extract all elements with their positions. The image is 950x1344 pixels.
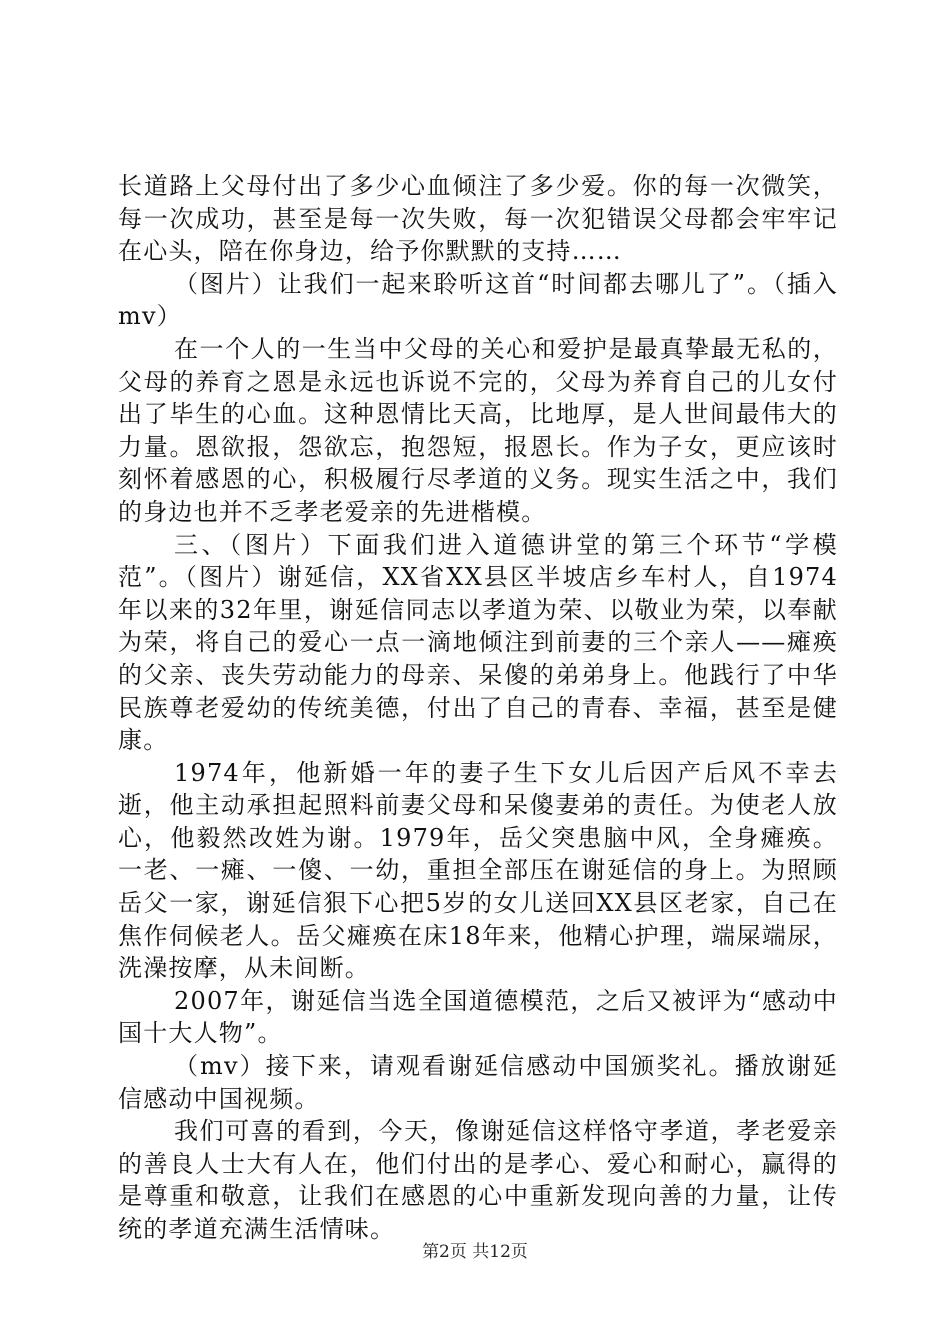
paragraph: 长道路上父母付出了多少心血倾注了多少爱。你的每一次微笑，每一次成功，甚至是每一次失败，每一次犯错误父母都会牢牢记在心头，陪在你身边，给予你默默的支持…… [118,172,838,266]
paragraph: （mv）接下来，请观看谢延信感动中国颁奖礼。播放谢延信感动中国视频。 [118,1052,838,1113]
paragraph: 我们可喜的看到，今天，像谢延信这样恪守孝道，孝老爱亲的善良人士大有人在，他们付出的是孝心、爱心和耐心，赢得的是尊重和敬意，让我们在感恩的心中重新发现向善的力量，让传统的孝道充满生活情味。 [118,1117,838,1243]
paragraph: 在一个人的一生当中父母的关心和爱护是最真挚最无私的，父母的养育之恩是永远也诉说不完的，父母为养育自己的儿女付出了毕生的心血。这种恩情比天高，比地厚，是人世间最伟大的力量。恩欲报，怨欲忘，抱怨短，报恩长。作为子女，更应该时刻怀着感恩的心，积极履行尽孝道的义务。现实生活之中，我们的身边也并不乏孝老爱亲的先进楷模。 [118,334,838,526]
paragraph: 2007年，谢延信当选全国道德模范，之后又被评为“感动中国十大人物”。 [118,986,838,1048]
page-footer: 第2页 共12页 [422,1242,528,1262]
paragraph: 1974年，他新婚一年的妻子生下女儿后因产后风不幸去逝，他主动承担起照料前妻父母和呆傻妻弟的责任。为使老人放心，他毅然改姓为谢。1979年，岳父突患脑中风，全身瘫痪。一老、一瘫、一傻、一幼，重担全部压在谢延信的身上。为照顾岳父一家，谢延信狠下心把5岁的女儿送回XX县区老家，自己在焦作伺候老人。岳父瘫痪在床18年来，他精心护理，端屎端尿，洗澡按摩，从未间断。 [118,758,838,983]
document-body [118,170,838,1246]
paragraph: 三、（图片）下面我们进入道德讲堂的第三个环节“学模范”。（图片）谢延信，XX省XX县区半坡店乡车村人，自1974年以来的32年里，谢延信同志以孝道为荣、以敬业为荣，以奉献为荣，将自己的爱心一点一滴地倾注到前妻的三个亲人——瘫痪的父亲、丧失劳动能力的母亲、呆傻的弟弟身上。他践行了中华民族尊老爱幼的传统美德，付出了自己的青春、幸福，甚至是健康。 [118,530,838,755]
paragraph: （图片）让我们一起来聆听这首“时间都去哪儿了”。（插入mv） [118,269,838,331]
